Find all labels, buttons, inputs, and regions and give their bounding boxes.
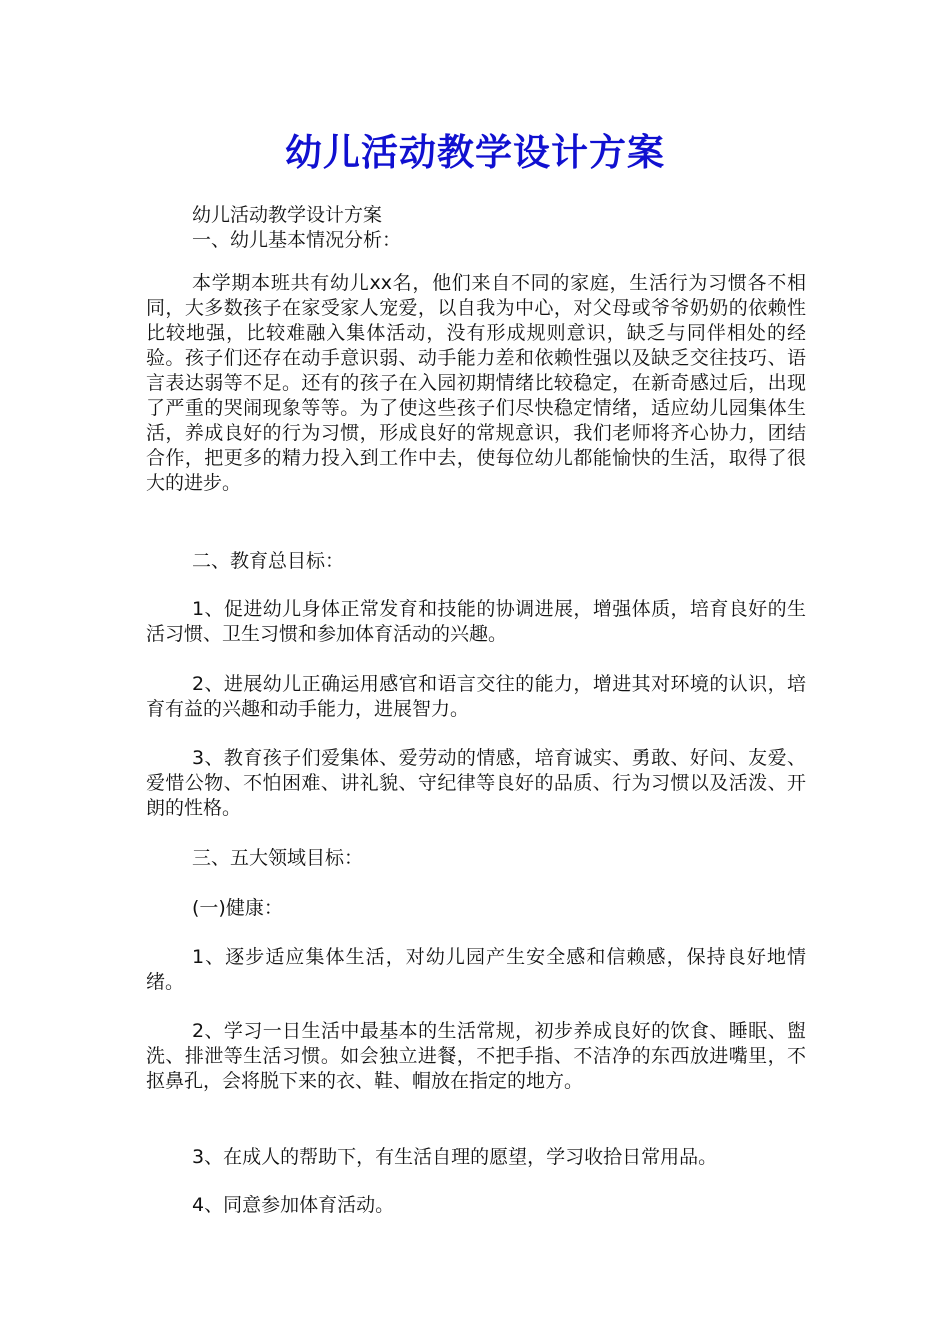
paragraph-situation-analysis: 本学期本班共有幼儿xx名，他们来自不同的家庭，生活行为习惯各不相同，大多数孩子在家受家人宠爱，以自我为中心，对父母或爷爷奶奶的依赖性比较地强，比较难融入集体活动，没有形成规则意识，缺乏与同伴相处的经验。孩子们还存在动手意识弱、动手能力差和依赖性强以及缺乏交往技巧、语言表达弱等不足。还有的孩子在入园初期情绪比较稳定，在新奇感过后，出现了严重的哭闹现象等等。为了使这些孩子们尽快稳定情绪，适应幼儿园集体生活，养成良好的行为习惯，形成良好的常规意识，我们老师将齐心协力，团结合作，把更多的精力投入到工作中去，使每位幼儿都能愉快的生活，取得了很大的进步。 bbox=[146, 272, 806, 494]
health-item-3: 3、在成人的帮助下，有生活自理的愿望，学习收拾日常用品。 bbox=[192, 1146, 718, 1168]
subsection-health: (一)健康： bbox=[192, 897, 283, 919]
goal-item-2: 2、进展幼儿正确运用感官和语言交往的能力，增进其对环境的认识，培育有益的兴趣和动手能力，进展智力。 bbox=[146, 673, 806, 720]
health-item-1: 1、逐步适应集体生活，对幼儿园产生安全感和信赖感，保持良好地情绪。 bbox=[146, 946, 806, 993]
subtitle-line: 幼儿活动教学设计方案 bbox=[192, 204, 383, 226]
section-heading-1: 一、幼儿基本情况分析： bbox=[192, 229, 402, 251]
section-heading-3: 三、五大领域目标： bbox=[192, 847, 364, 869]
goal-item-3: 3、教育孩子们爱集体、爱劳动的情感，培育诚实、勇敢、好问、友爱、爱惜公物、不怕困难、讲礼貌、守纪律等良好的品质、行为习惯以及活泼、开朗的性格。 bbox=[146, 747, 806, 819]
health-item-2: 2、学习一日生活中最基本的生活常规，初步养成良好的饮食、睡眠、盥洗、排泄等生活习惯。如会独立进餐，不把手指、不洁净的东西放进嘴里，不抠鼻孔，会将脱下来的衣、鞋、帽放在指定的地方。 bbox=[146, 1020, 806, 1092]
document-title: 幼儿活动教学设计方案 bbox=[285, 130, 665, 174]
health-item-4: 4、同意参加体育活动。 bbox=[192, 1194, 395, 1216]
goal-item-1: 1、促进幼儿身体正常发育和技能的协调进展，增强体质，培育良好的生活习惯、卫生习惯和参加体育活动的兴趣。 bbox=[146, 598, 806, 645]
section-heading-2: 二、教育总目标： bbox=[192, 550, 345, 572]
